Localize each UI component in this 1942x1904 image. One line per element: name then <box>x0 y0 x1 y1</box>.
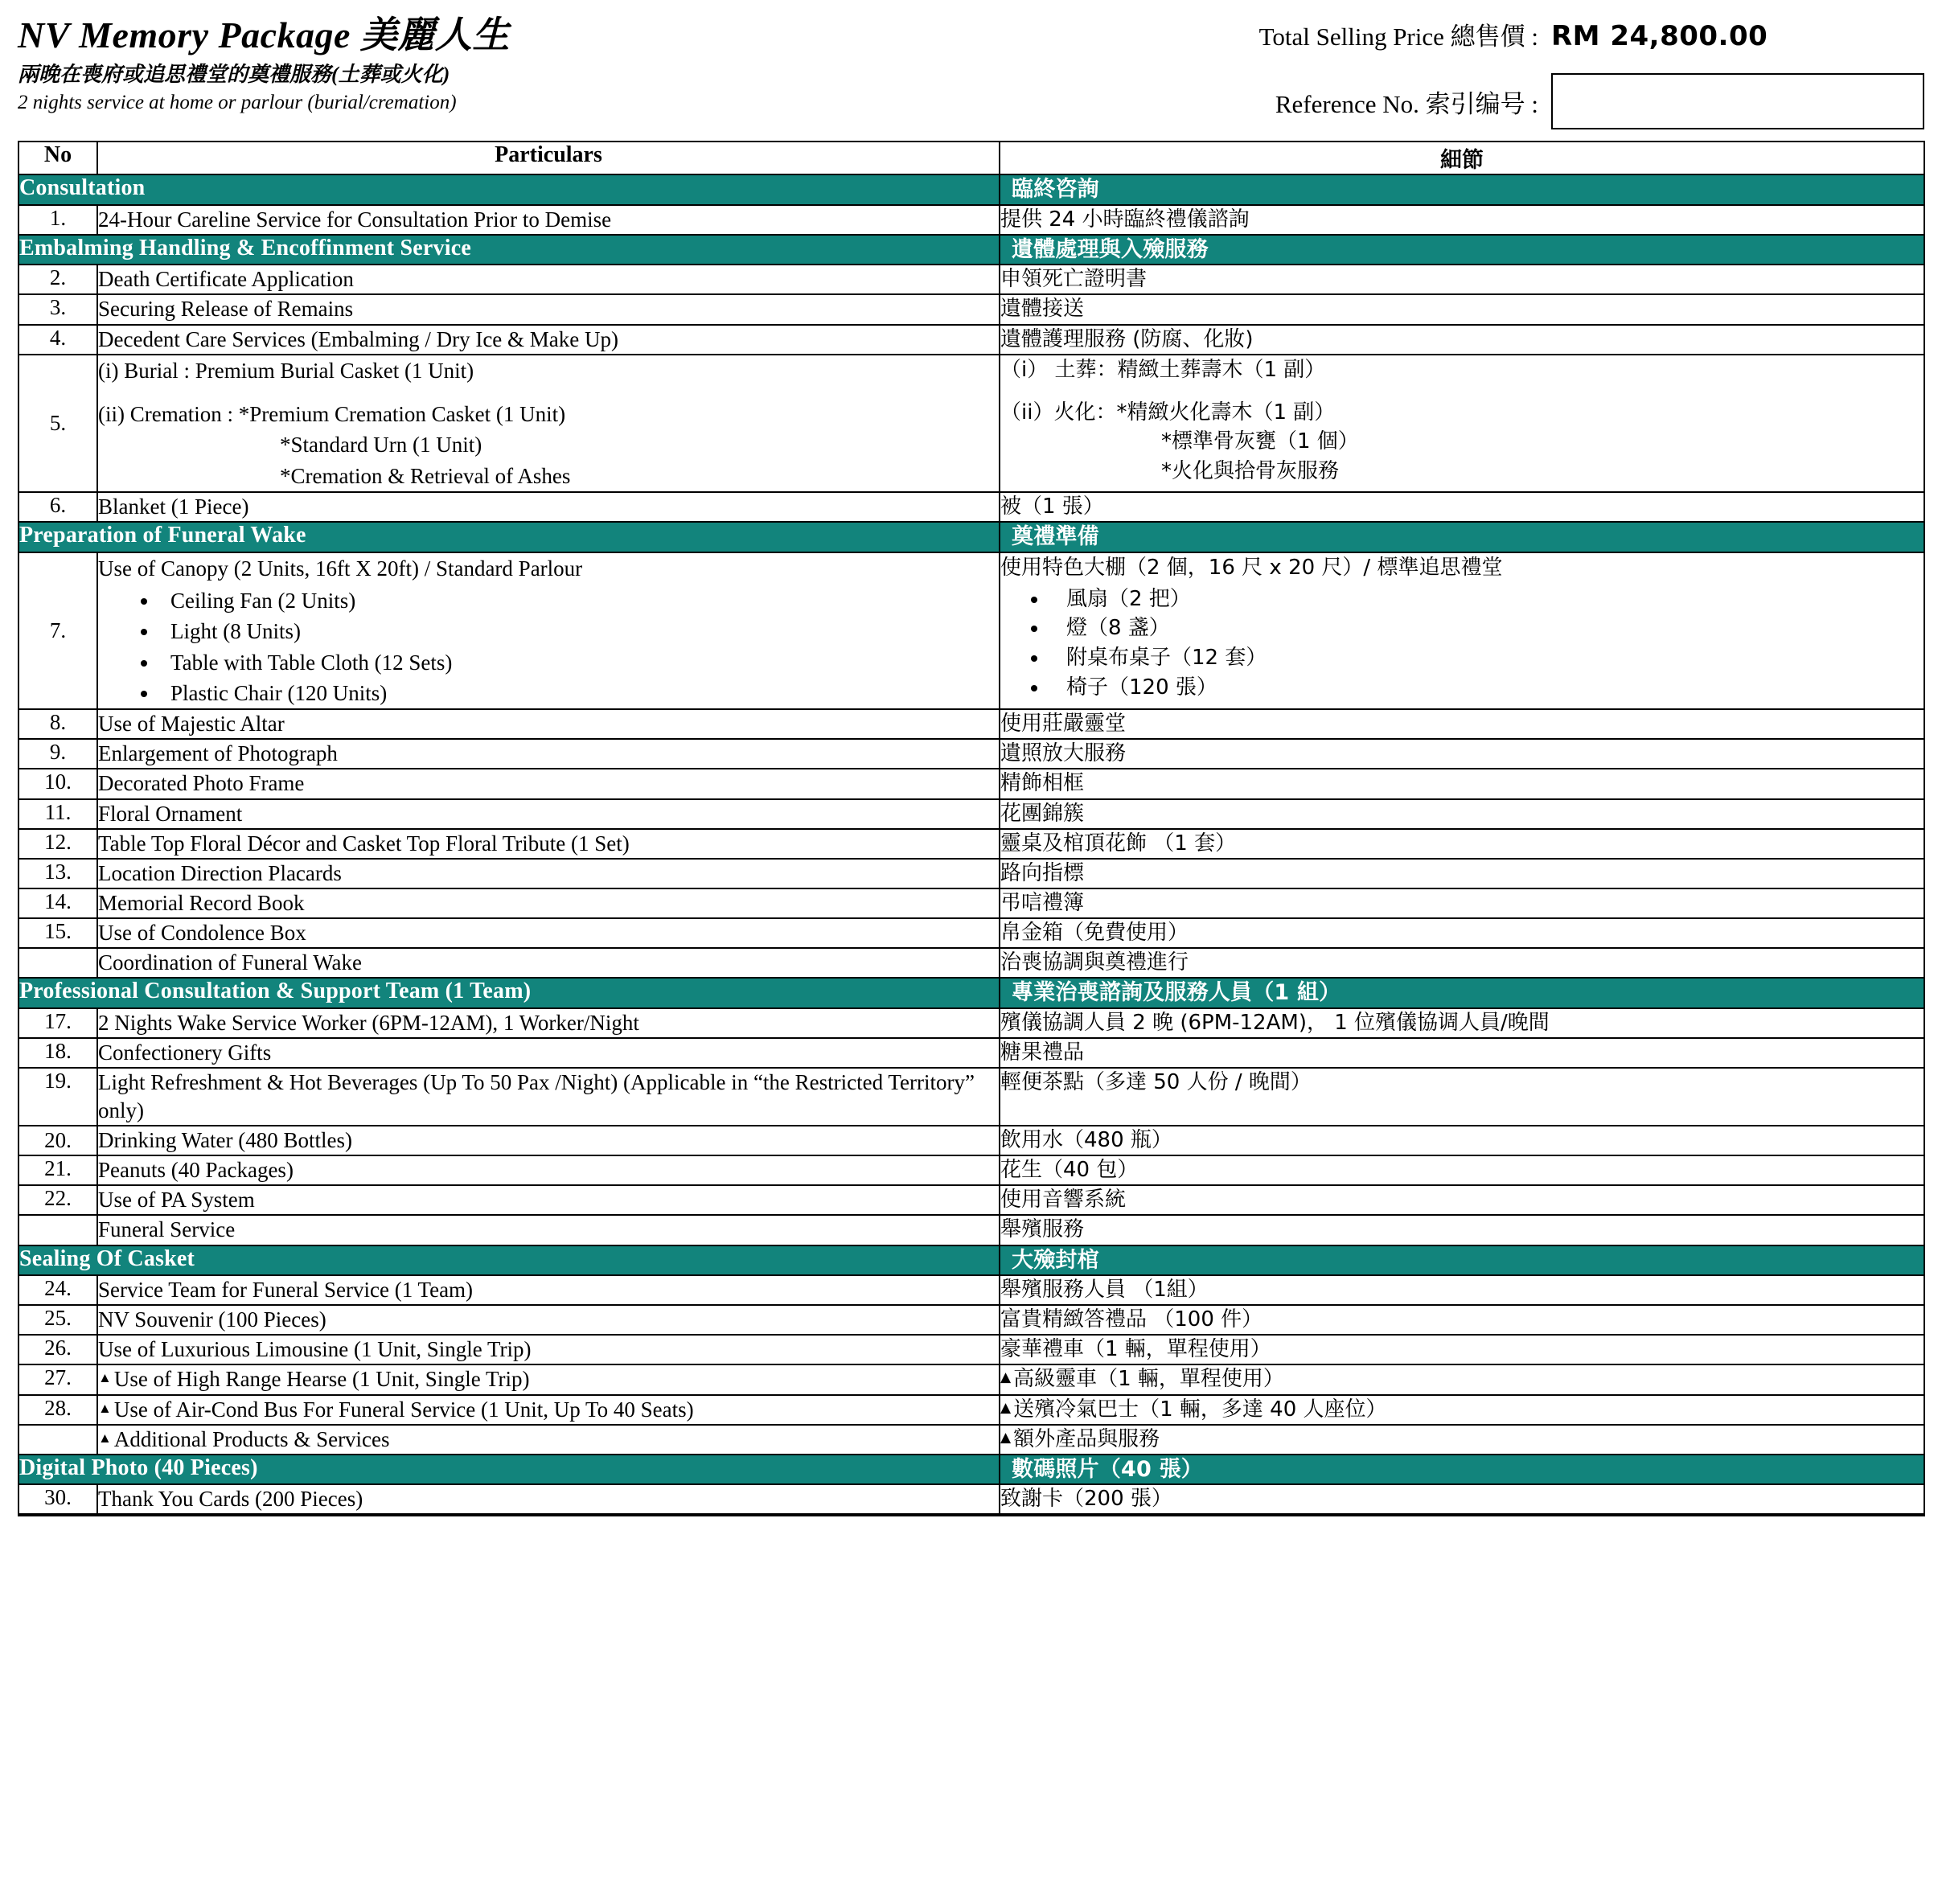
casket-ashes-line: *Cremation & Retrieval of Ashes <box>280 463 571 488</box>
row-number: 12. <box>18 829 97 859</box>
row-particulars: Confectionery Gifts <box>97 1038 1000 1068</box>
table-row <box>18 265 1924 294</box>
row-particulars: 2 Nights Wake Service Worker (6PM-12AM), 1 Worker/Night <box>97 1008 1000 1038</box>
row-details-cn: 提供 24 小時臨終禮儀諮詢 <box>1000 205 1924 235</box>
row-details-cn: 路向指標 <box>1000 859 1924 888</box>
upgrade-marker-icon <box>98 1397 114 1422</box>
row-number: 7. <box>18 552 97 710</box>
row-particulars <box>97 1514 1000 1516</box>
row-details-cn: 靈桌及棺頂花飾 （1 套） <box>1000 829 1924 859</box>
reference-no-input[interactable] <box>1551 73 1924 129</box>
row-particulars: Memorial Record Book <box>97 888 1000 918</box>
row-details-cn: 遺體護理服務 (防腐、化妝) <box>1000 325 1924 355</box>
list-item: • Ceiling Fan (2 Units) <box>159 585 999 616</box>
row-particulars: 24-Hour Careline Service for Consultation Prior to Demise <box>97 205 1000 235</box>
row-details-cn: 致謝卡（200 張） <box>1000 1484 1924 1514</box>
row-number: 22. <box>18 1185 97 1215</box>
upgrade-marker-icon <box>1000 1367 1013 1391</box>
table-row <box>18 1484 1924 1514</box>
row-number: 4. <box>18 325 97 355</box>
list-item: • 燈（8 盞） <box>1049 613 1924 643</box>
row-details-cn: 精飾相框 <box>1000 769 1924 798</box>
row-particulars: Light Refreshment & Hot Beverages (Up To 50 Pax /Night) (Applicable in “the Restricted Territory” only) <box>97 1068 1000 1126</box>
row-details-cn: 舉殯服務 <box>1000 1215 1924 1245</box>
row-particulars <box>97 1395 1000 1425</box>
table-row <box>18 709 1924 739</box>
row-details-cn: 豪華禮車（1 輛，單程使用） <box>1000 1335 1924 1364</box>
row-particulars: Blanket (1 Piece) <box>97 492 1000 522</box>
table-row <box>18 829 1924 859</box>
row-particulars: Use of PA System <box>97 1185 1000 1215</box>
section-row <box>18 978 1924 1008</box>
section-title-en: Professional Consultation & Support Team (1 Team) <box>18 978 1000 1008</box>
upgrade-marker-icon <box>98 1367 114 1391</box>
row-particulars: Thank You Cards (200 Pieces) <box>97 1484 1000 1514</box>
row-details-cn <box>1000 1514 1924 1516</box>
row-details-cn <box>1000 1425 1924 1455</box>
row-details-cn <box>1000 1126 1924 1155</box>
row-details-cn-text: 高級靈車（1 輛，單程使用） <box>1013 1367 1284 1392</box>
row-number: 11. <box>18 799 97 829</box>
section-row <box>18 235 1924 265</box>
row-details-cn: 糖果禮品 <box>1000 1038 1924 1068</box>
canopy-bullet-list-cn <box>1000 585 1924 704</box>
table-row <box>18 205 1924 235</box>
row-particulars-text: Use of High Range Hearse (1 Unit, Single Trip) <box>113 1367 530 1392</box>
list-item: • Light (8 Units) <box>159 616 999 646</box>
row-details-cn: 輕便茶點（多達 50 人份 / 晚間） <box>1000 1068 1924 1126</box>
upgrade-marker-icon <box>1000 1427 1013 1451</box>
row-number: 1. <box>18 205 97 235</box>
row-particulars-text: Use of Air-Cond Bus For Funeral Service (1 Unit, Up To 40 Seats) <box>113 1397 694 1422</box>
table-row <box>18 1275 1924 1305</box>
row-details-cn: 花生（40 包） <box>1000 1155 1924 1185</box>
row-particulars: Decedent Care Services (Embalming / Dry Ice & Make Up) <box>97 325 1000 355</box>
table-row <box>18 325 1924 355</box>
casket-urn-line: *Standard Urn (1 Unit) <box>280 433 482 458</box>
row-details-cn <box>1000 355 1924 492</box>
table-row <box>18 1425 1924 1455</box>
row-details-cn: 帛金箱（免費使用） <box>1000 918 1924 948</box>
list-item: • 風扇（2 把） <box>1049 585 1924 614</box>
canopy-bullet-list <box>98 585 999 708</box>
row-number <box>18 1514 97 1516</box>
row-particulars: Floral Ornament <box>97 799 1000 829</box>
row-number <box>18 1425 97 1455</box>
row-details-cn <box>1000 552 1924 710</box>
table-row <box>18 1305 1924 1335</box>
row-number: 25. <box>18 1305 97 1335</box>
row-particulars: Table Top Floral Décor and Casket Top Floral Tribute (1 Set) <box>97 829 1000 859</box>
section-title-en: Digital Photo (40 Pieces) <box>18 1455 1000 1485</box>
table-row <box>18 799 1924 829</box>
table-row-casket <box>18 355 1924 492</box>
row-number: 5. <box>18 355 97 492</box>
header-left <box>18 11 510 115</box>
row-particulars: Enlargement of Photograph <box>97 739 1000 769</box>
column-header-no: No <box>18 142 97 174</box>
column-header-details-cn: 細節 <box>1000 142 1924 174</box>
row-particulars: NV Souvenir (100 Pieces) <box>97 1305 1000 1335</box>
table-row <box>18 492 1924 522</box>
row-particulars <box>97 552 1000 710</box>
upgrade-marker-icon <box>1000 1397 1013 1422</box>
row-particulars: Death Certificate Application <box>97 265 1000 294</box>
row-particulars: Use of Condolence Box <box>97 918 1000 948</box>
row-number: 6. <box>18 492 97 522</box>
section-title-cn: 專業治喪諮詢及服務人員（1 組） <box>1000 978 1924 1008</box>
casket-burial-line-cn: （i） 土葬：精緻土葬壽木（1 副） <box>1000 357 1326 382</box>
table-row <box>18 1364 1924 1394</box>
total-selling-price <box>1133 16 1924 52</box>
row-number: 15. <box>18 918 97 948</box>
column-header-particulars: Particulars <box>97 142 1000 174</box>
casket-burial-line: (i) Burial : Premium Burial Casket (1 Unit) <box>98 358 474 383</box>
row-particulars: Funeral Service <box>97 1215 1000 1245</box>
casket-urn-line-cn: *標準骨灰甕（1 個） <box>1161 429 1359 454</box>
section-row <box>18 1245 1924 1276</box>
row-particulars: Location Direction Placards <box>97 859 1000 888</box>
section-title-en: Preparation of Funeral Wake <box>18 522 1000 552</box>
casket-ashes-line-cn: *火化與拾骨灰服務 <box>1161 459 1340 484</box>
row-particulars <box>97 355 1000 492</box>
row-number: 14. <box>18 888 97 918</box>
document-header <box>18 11 1924 129</box>
row-number: 13. <box>18 859 97 888</box>
table-row <box>18 859 1924 888</box>
row-particulars: Drinking Water (480 Bottles) <box>97 1126 1000 1155</box>
section-row <box>18 522 1924 552</box>
row-details-cn: 被（1 張） <box>1000 492 1924 522</box>
total-selling-price-value: RM 24,800.00 <box>1551 20 1768 52</box>
section-title-cn: 奠禮準備 <box>1000 522 1924 552</box>
table-row <box>18 1068 1924 1126</box>
row-number: 28. <box>18 1395 97 1425</box>
section-row <box>18 1455 1924 1485</box>
table-header-row <box>18 142 1924 174</box>
list-item: • 椅子（120 張） <box>1049 673 1924 703</box>
row-number: 26. <box>18 1335 97 1364</box>
casket-cremation-line-cn: （ii）火化：*精緻火化壽木（1 副） <box>1000 400 1336 425</box>
row-details-cn: 使用莊嚴靈堂 <box>1000 709 1924 739</box>
list-item: • Plastic Chair (120 Units) <box>159 678 999 708</box>
row-details-cn: 治喪協調與奠禮進行 <box>1000 948 1924 978</box>
row-details-cn <box>1000 1364 1924 1394</box>
row-number: 27. <box>18 1364 97 1394</box>
table-row <box>18 1008 1924 1038</box>
row-number <box>18 1215 97 1245</box>
row-details-cn: 使用音響系統 <box>1000 1185 1924 1215</box>
table-row <box>18 1126 1924 1155</box>
row-particulars: Service Team for Funeral Service (1 Team) <box>97 1275 1000 1305</box>
row-number: 19. <box>18 1068 97 1126</box>
table-row <box>18 1395 1924 1425</box>
row-details-cn: 弔唁禮簿 <box>1000 888 1924 918</box>
total-selling-price-label: Total Selling Price 總售價 : <box>1258 23 1538 51</box>
row-particulars: Securing Release of Remains <box>97 294 1000 324</box>
header-right <box>1133 11 1924 129</box>
list-item: • Table with Table Cloth (12 Sets) <box>159 647 999 678</box>
table-row <box>18 769 1924 798</box>
row-number: 9. <box>18 739 97 769</box>
canopy-heading-cn: 使用特色大棚（2 個，16 尺 x 20 尺）/ 標準追思禮堂 <box>1000 555 1503 580</box>
row-details-cn-main: 飲用水（480 瓶） <box>1000 1128 1172 1153</box>
row-particulars: Use of Majestic Altar <box>97 709 1000 739</box>
section-title-en: Sealing Of Casket <box>18 1245 1000 1276</box>
row-details-cn: 遺照放大服務 <box>1000 739 1924 769</box>
table-row <box>18 294 1924 324</box>
row-particulars <box>97 1364 1000 1394</box>
row-particulars-text: Additional Products & Services <box>113 1426 390 1451</box>
page-title: NV Memory Package 美麗人生 <box>18 14 510 55</box>
section-title-cn: 數碼照片（40 張） <box>1000 1455 1924 1485</box>
row-particulars: Decorated Photo Frame <box>97 769 1000 798</box>
section-title-en: Consultation <box>18 174 1000 205</box>
row-number: 8. <box>18 709 97 739</box>
table-row <box>18 1155 1924 1185</box>
row-details-cn: 殯儀協調人員 2 晚 (6PM-12AM)， 1 位殯儀協调人員/晚間 <box>1000 1008 1924 1038</box>
subtitle-chinese: 兩晚在喪府或追思禮堂的奠禮服務(土葬或火化) <box>18 62 450 86</box>
row-details-cn-text: 送殯冷氣巴士（1 輛，多達 40 人座位） <box>1013 1397 1387 1422</box>
row-number: 17. <box>18 1008 97 1038</box>
table-row <box>18 1038 1924 1068</box>
table-row <box>18 1215 1924 1245</box>
table-row <box>18 888 1924 918</box>
table-row <box>18 1185 1924 1215</box>
row-details-cn <box>1000 1395 1924 1425</box>
row-number: 10. <box>18 769 97 798</box>
reference-no-row <box>1133 73 1924 129</box>
section-title-en: Embalming Handling & Encoffinment Service <box>18 235 1000 265</box>
row-number: 24. <box>18 1275 97 1305</box>
list-item: • 附桌布桌子（12 套） <box>1049 643 1924 673</box>
row-particulars: Coordination of Funeral Wake <box>97 948 1000 978</box>
section-title-cn: 遺體處理與入殮服務 <box>1000 235 1924 265</box>
row-details-cn-text: 額外產品與服務 <box>1013 1426 1160 1451</box>
row-number: 20. <box>18 1126 97 1155</box>
section-title-cn: 臨終咨詢 <box>1000 174 1924 205</box>
table-row <box>18 739 1924 769</box>
table-row <box>18 1335 1924 1364</box>
subtitle-english: 2 nights service at home or parlour (burial/cremation) <box>18 91 457 113</box>
table-row <box>18 948 1924 978</box>
table-row-canopy <box>18 552 1924 710</box>
row-particulars <box>97 1425 1000 1455</box>
row-number: 18. <box>18 1038 97 1068</box>
canopy-heading: Use of Canopy (2 Units, 16ft X 20ft) / Standard Parlour <box>98 556 583 581</box>
package-items-table <box>18 141 1925 1516</box>
section-row <box>18 174 1924 205</box>
row-number: 21. <box>18 1155 97 1185</box>
reference-no-label: Reference No. 索引编号 : <box>1275 89 1538 118</box>
row-number: 3. <box>18 294 97 324</box>
table-row <box>18 918 1924 948</box>
row-number <box>18 948 97 978</box>
row-details-cn: 富貴精緻答禮品 （100 件） <box>1000 1305 1924 1335</box>
row-number: 30. <box>18 1484 97 1514</box>
row-details-cn: 遺體接送 <box>1000 294 1924 324</box>
table-row <box>18 1514 1924 1516</box>
upgrade-marker-icon <box>98 1427 114 1451</box>
casket-cremation-line: (ii) Cremation : *Premium Cremation Casket (1 Unit) <box>98 401 566 426</box>
section-title-cn: 大殮封棺 <box>1000 1245 1924 1276</box>
row-number: 2. <box>18 265 97 294</box>
row-particulars: Peanuts (40 Packages) <box>97 1155 1000 1185</box>
row-particulars: Use of Luxurious Limousine (1 Unit, Single Trip) <box>97 1335 1000 1364</box>
row-details-cn: 申領死亡證明書 <box>1000 265 1924 294</box>
row-details-cn: 舉殯服務人員 （1組） <box>1000 1275 1924 1305</box>
row-details-cn: 花團錦簇 <box>1000 799 1924 829</box>
